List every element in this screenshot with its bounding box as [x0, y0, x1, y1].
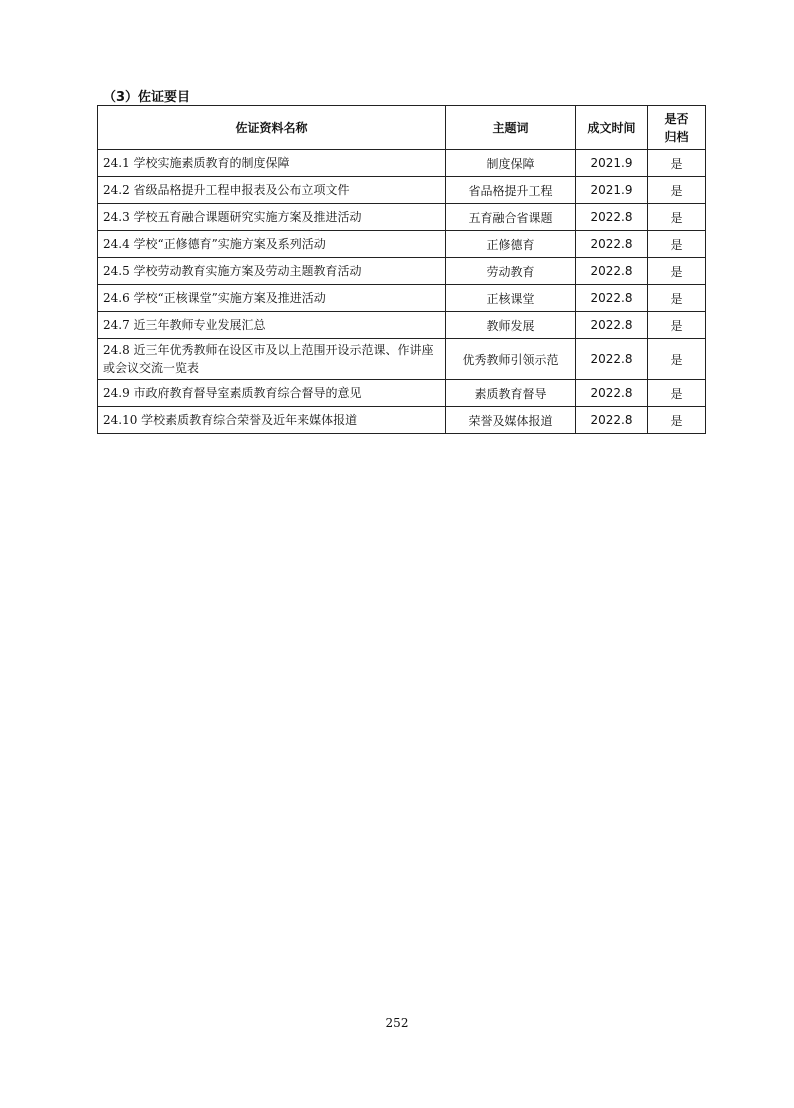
- row-date: 2021.9: [576, 177, 648, 204]
- row-date: 2022.8: [576, 204, 648, 231]
- row-keyword: 劳动教育: [446, 258, 576, 285]
- row-date: 2021.9: [576, 150, 648, 177]
- row-name: 24.9 市政府教育督导室素质教育综合督导的意见: [98, 380, 446, 407]
- row-date: 2022.8: [576, 231, 648, 258]
- row-name: 24.8 近三年优秀教师在设区市及以上范围开设示范课、作讲座或会议交流一览表: [98, 339, 446, 380]
- table-row: [98, 285, 706, 312]
- row-name: 24.6 学校“正核课堂”实施方案及推进活动: [98, 285, 446, 312]
- row-archived: 是: [648, 150, 706, 177]
- row-date: 2022.8: [576, 258, 648, 285]
- row-keyword: 制度保障: [446, 150, 576, 177]
- row-name: 24.3 学校五育融合课题研究实施方案及推进活动: [98, 204, 446, 231]
- row-date: 2022.8: [576, 285, 648, 312]
- row-date: 2022.8: [576, 380, 648, 407]
- table-row: [98, 177, 706, 204]
- row-keyword: 省品格提升工程: [446, 177, 576, 204]
- section-title: （3）佐证要目: [103, 90, 191, 105]
- row-date: 2022.8: [576, 312, 648, 339]
- table-row: [98, 312, 706, 339]
- row-keyword: 正核课堂: [446, 285, 576, 312]
- table-row: [98, 407, 706, 434]
- header-archived-line2: 归档: [664, 129, 689, 144]
- row-archived: 是: [648, 407, 706, 434]
- row-date: 2022.8: [576, 339, 648, 380]
- table-row: [98, 231, 706, 258]
- row-keyword: 五育融合省课题: [446, 204, 576, 231]
- row-archived: 是: [648, 258, 706, 285]
- table-row: [98, 258, 706, 285]
- evidence-table: [97, 105, 706, 434]
- row-keyword: 正修德育: [446, 231, 576, 258]
- header-archived-line1: 是否: [664, 111, 689, 126]
- table-row: [98, 380, 706, 407]
- row-name: 24.7 近三年教师专业发展汇总: [98, 312, 446, 339]
- table-row: [98, 150, 706, 177]
- row-name: 24.2 省级品格提升工程申报表及公布立项文件: [98, 177, 446, 204]
- table-header-row: [98, 106, 706, 150]
- row-name: 24.5 学校劳动教育实施方案及劳动主题教育活动: [98, 258, 446, 285]
- row-name: 24.1 学校实施素质教育的制度保障: [98, 150, 446, 177]
- row-name: 24.4 学校“正修德育”实施方案及系列活动: [98, 231, 446, 258]
- row-keyword: 优秀教师引领示范: [446, 339, 576, 380]
- table-row: [98, 339, 706, 380]
- row-keyword: 素质教育督导: [446, 380, 576, 407]
- row-archived: 是: [648, 285, 706, 312]
- header-date: 成文时间: [576, 106, 648, 150]
- row-archived: 是: [648, 380, 706, 407]
- row-name: 24.10 学校素质教育综合荣誉及近年来媒体报道: [98, 407, 446, 434]
- header-name: 佐证资料名称: [98, 106, 446, 150]
- row-keyword: 教师发展: [446, 312, 576, 339]
- table-row: [98, 204, 706, 231]
- row-archived: 是: [648, 339, 706, 380]
- row-archived: 是: [648, 312, 706, 339]
- page-number: 252: [385, 1016, 409, 1030]
- row-date: 2022.8: [576, 407, 648, 434]
- row-archived: 是: [648, 204, 706, 231]
- row-keyword: 荣誉及媒体报道: [446, 407, 576, 434]
- row-archived: 是: [648, 231, 706, 258]
- header-archived: [648, 106, 706, 150]
- row-archived: 是: [648, 177, 706, 204]
- header-keyword: 主题词: [446, 106, 576, 150]
